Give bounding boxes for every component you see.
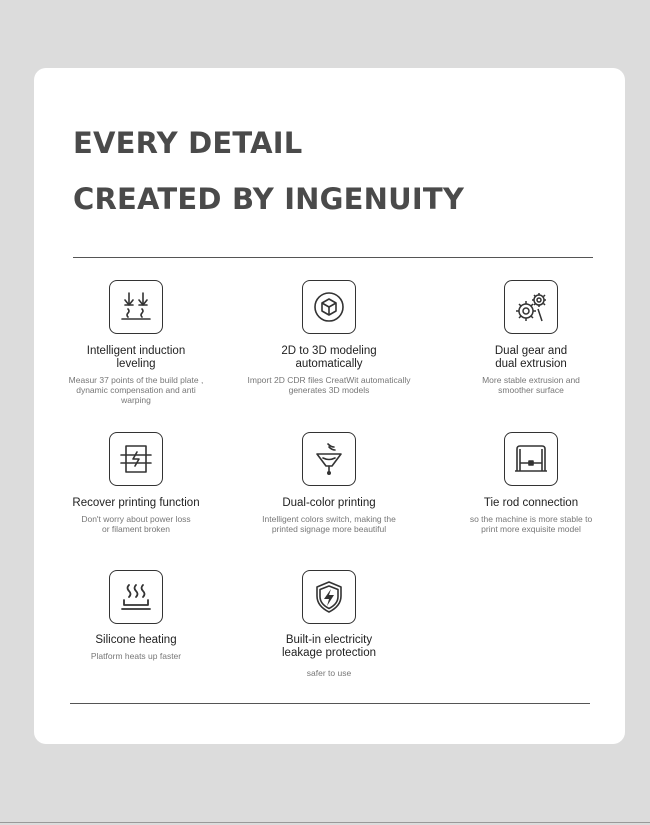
feature-leveling xyxy=(46,280,226,405)
feature-title: Intelligent induction leveling xyxy=(86,345,186,370)
feature-description: so the machine is more stable to print more exquisite model xyxy=(469,514,593,534)
feature-description: Don't worry about power loss or filament broken xyxy=(81,514,191,534)
cube-icon xyxy=(302,280,356,334)
top-divider xyxy=(73,257,593,258)
feature-description: Import 2D CDR files CreatWit automatically generates 3D models xyxy=(247,375,411,395)
feature-leakage-protection xyxy=(239,570,419,678)
feature-title: Tie rod connection xyxy=(483,497,579,509)
gears-icon xyxy=(504,280,558,334)
feature-title: 2D to 3D modeling automatically xyxy=(281,345,377,370)
feature-tie-rod xyxy=(441,432,621,534)
heating-icon xyxy=(109,570,163,624)
tie-rod-frame-icon xyxy=(504,432,558,486)
feature-silicone-heating xyxy=(46,570,226,661)
feature-dual-gear xyxy=(441,280,621,395)
feature-title: Silicone heating xyxy=(95,634,177,646)
shield-lightning-icon xyxy=(302,570,356,624)
feature-description: Intelligent colors switch, making the printed signage more beautiful xyxy=(262,514,396,534)
power-recovery-icon xyxy=(109,432,163,486)
feature-description: Measur 37 points of the build plate , dynamic compensation and anti warping xyxy=(68,375,204,405)
feature-title: Dual gear and dual extrusion xyxy=(494,345,568,370)
feature-dual-color xyxy=(239,432,419,534)
page-edge-line xyxy=(0,822,650,823)
feature-description: safer to use xyxy=(306,668,352,678)
feature-title: Recover printing function xyxy=(72,497,200,509)
leveling-icon xyxy=(109,280,163,334)
dual-color-nozzle-icon xyxy=(302,432,356,486)
feature-recover-printing xyxy=(46,432,226,534)
bottom-divider xyxy=(70,703,590,704)
headline-line-2: CREATED BY INGENUITY xyxy=(73,182,465,216)
feature-description: Platform heats up faster xyxy=(90,651,182,661)
feature-title: Built-in electricity leakage protection xyxy=(282,634,376,659)
feature-modeling xyxy=(239,280,419,395)
feature-title: Dual-color printing xyxy=(282,497,376,509)
feature-description: More stable extrusion and smoother surface xyxy=(482,375,580,395)
headline-line-1: EVERY DETAIL xyxy=(73,126,303,160)
